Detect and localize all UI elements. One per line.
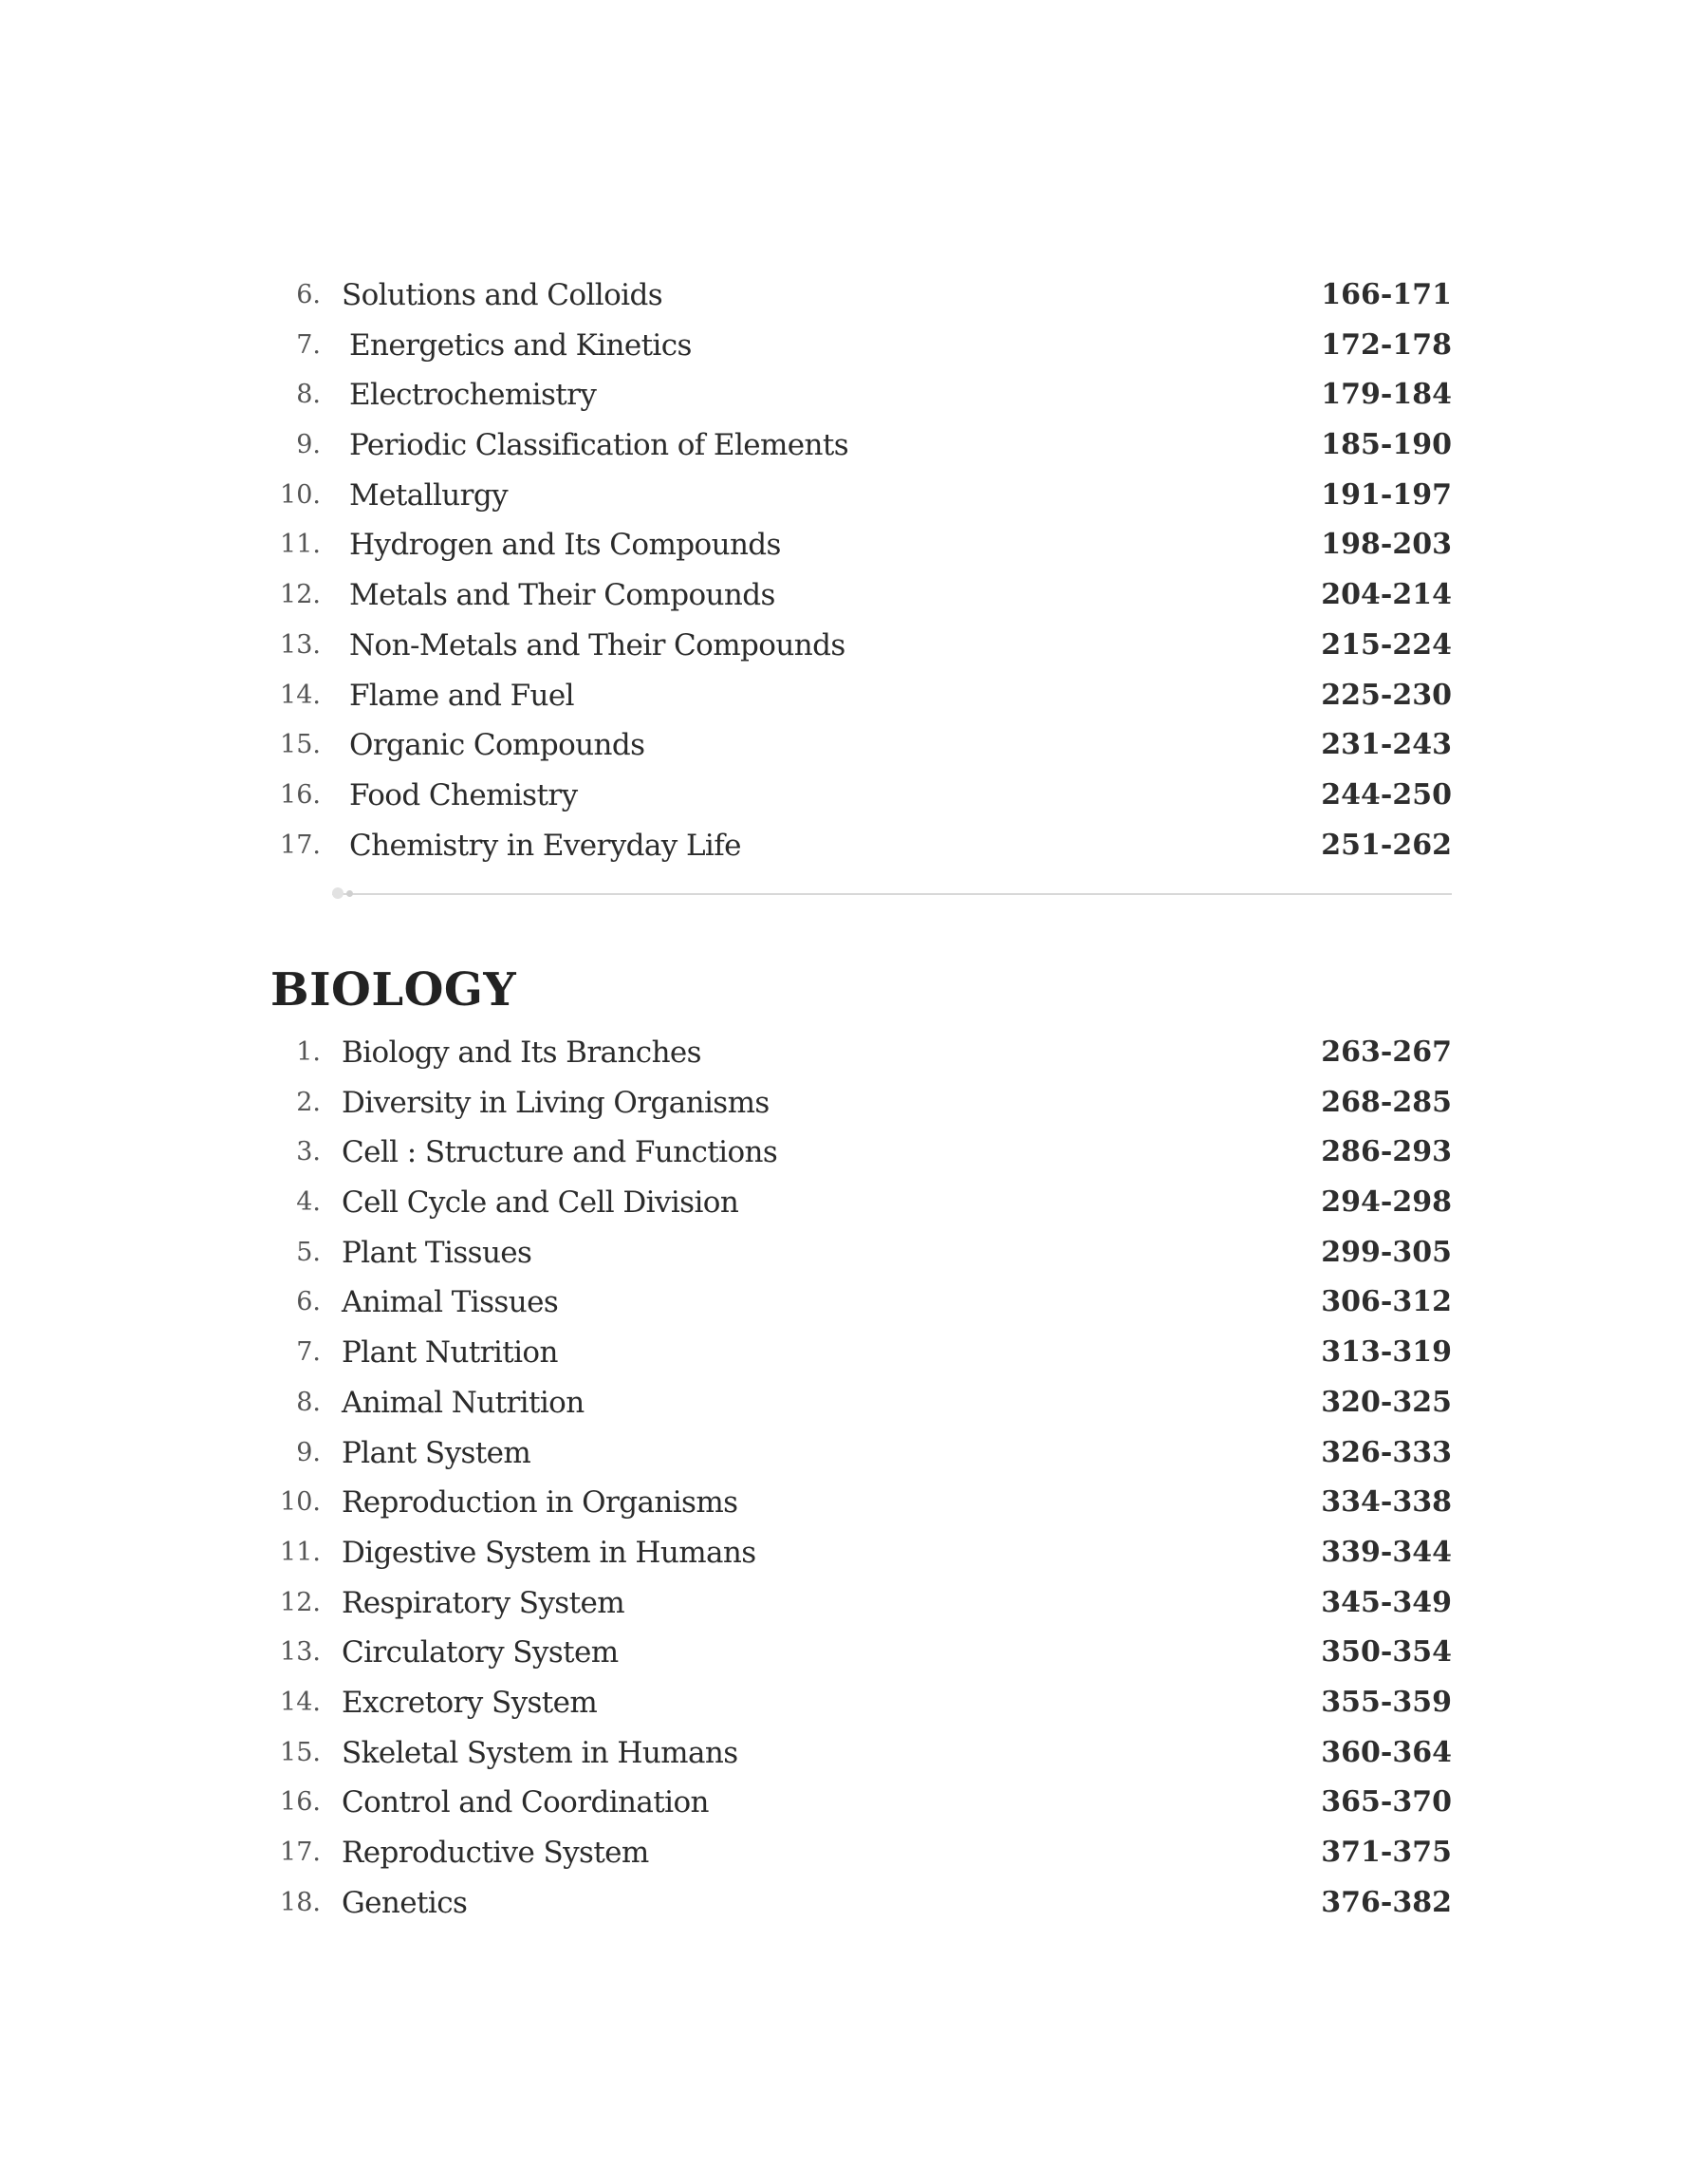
page-range: 225-230 [1321, 678, 1452, 712]
page-range: 185-190 [1321, 428, 1452, 462]
chapter-number: 13. [280, 629, 321, 660]
chapter-title: Reproduction in Organisms [342, 1485, 738, 1521]
toc-entry[interactable] [275, 671, 1452, 721]
chapter-number: 10. [280, 479, 321, 510]
chapter-title: Solutions and Colloids [342, 278, 663, 312]
toc-entry[interactable] [275, 1578, 1452, 1629]
chapter-title: Metals and Their Compounds [349, 578, 775, 613]
divider-dot-icon [346, 890, 353, 897]
toc-entry[interactable] [275, 1828, 1452, 1878]
toc-entry[interactable] [275, 1478, 1452, 1528]
chapter-title: Organic Compounds [349, 728, 645, 763]
chapter-number: 9. [296, 430, 321, 460]
chapter-number: 11. [280, 530, 321, 560]
biology-toc-list [275, 1028, 1452, 1928]
chapter-title: Skeletal System in Humans [342, 1735, 738, 1770]
toc-entry[interactable] [275, 621, 1452, 671]
page-range: 268-285 [1321, 1085, 1452, 1119]
page-range: 320-325 [1321, 1385, 1452, 1419]
chapter-number: 2. [296, 1087, 321, 1117]
page-range: 286-293 [1321, 1135, 1452, 1169]
page-range: 251-262 [1321, 828, 1452, 862]
section-heading-biology: BIOLOGY [270, 963, 517, 1017]
page-range: 355-359 [1321, 1685, 1452, 1719]
chapter-number: 5. [296, 1237, 321, 1267]
chapter-number: 15. [280, 1737, 321, 1767]
chapter-title: Circulatory System [342, 1635, 619, 1670]
toc-entry[interactable] [275, 1878, 1452, 1929]
chapter-title: Biology and Its Branches [342, 1036, 701, 1070]
page-range: 172-178 [1321, 327, 1452, 362]
toc-entry[interactable] [275, 370, 1452, 420]
chapter-title: Chemistry in Everyday Life [349, 828, 741, 863]
toc-entry[interactable] [275, 520, 1452, 570]
toc-entry[interactable] [275, 720, 1452, 771]
toc-entry[interactable] [275, 1128, 1452, 1178]
chapter-number: 9. [296, 1437, 321, 1467]
chapter-number: 14. [280, 1687, 321, 1717]
toc-entry[interactable] [275, 1178, 1452, 1228]
toc-entry[interactable] [275, 1728, 1452, 1779]
page-range: 215-224 [1321, 627, 1452, 662]
page-range: 231-243 [1321, 728, 1452, 762]
divider-dot-icon [332, 887, 343, 899]
chapter-title: Hydrogen and Its Compounds [349, 528, 781, 563]
section-divider [332, 893, 1452, 895]
chapter-title: Respiratory System [342, 1585, 625, 1620]
chapter-title: Excretory System [342, 1685, 598, 1720]
chapter-number: 7. [296, 329, 321, 360]
chapter-number: 18. [280, 1887, 321, 1917]
chapter-title: Digestive System in Humans [342, 1535, 756, 1570]
chapter-title: Periodic Classification of Elements [349, 428, 849, 463]
chapter-title: Plant Tissues [342, 1235, 532, 1270]
chapter-number: 17. [280, 1838, 321, 1867]
page-range: 191-197 [1321, 477, 1452, 512]
chapter-title: Animal Nutrition [342, 1385, 585, 1420]
chapter-number: 3. [296, 1137, 321, 1167]
page-range: 299-305 [1321, 1235, 1452, 1269]
chapter-title: Electrochemistry [349, 378, 597, 413]
toc-entry[interactable] [275, 1628, 1452, 1678]
page-range: 294-298 [1321, 1185, 1452, 1220]
toc-entry[interactable] [275, 471, 1452, 521]
chapter-title: Reproductive System [342, 1836, 649, 1870]
chapter-number: 8. [296, 380, 321, 410]
page-range: 345-349 [1321, 1585, 1452, 1619]
chapter-title: Control and Coordination [342, 1785, 709, 1820]
page-range: 263-267 [1321, 1036, 1452, 1069]
chapter-number: 11. [280, 1537, 321, 1567]
page-range: 313-319 [1321, 1335, 1452, 1370]
toc-entry[interactable] [275, 1528, 1452, 1578]
chapter-number: 15. [280, 730, 321, 760]
toc-entry[interactable] [275, 1378, 1452, 1428]
page-range: 365-370 [1321, 1785, 1452, 1819]
chapter-number: 6. [296, 1287, 321, 1317]
chapter-number: 13. [280, 1637, 321, 1668]
chapter-number: 12. [280, 580, 321, 610]
page-range: 204-214 [1321, 578, 1452, 612]
toc-entry[interactable] [275, 821, 1452, 871]
toc-entry[interactable] [275, 1228, 1452, 1278]
toc-entry[interactable] [275, 1278, 1452, 1328]
page-range: 179-184 [1321, 378, 1452, 412]
toc-entry[interactable] [275, 271, 1452, 321]
toc-entry[interactable] [275, 1778, 1452, 1828]
chapter-number: 1. [296, 1037, 321, 1067]
chapter-title: Non-Metals and Their Compounds [349, 627, 845, 662]
chapter-number: 14. [280, 680, 321, 710]
chapter-number: 16. [280, 1787, 321, 1818]
chapter-number: 7. [296, 1337, 321, 1368]
chapter-title: Animal Tissues [342, 1285, 559, 1320]
toc-entry[interactable] [275, 420, 1452, 471]
page-range: 198-203 [1321, 528, 1452, 562]
toc-entry[interactable] [275, 570, 1452, 621]
chapter-title: Diversity in Living Organisms [342, 1085, 770, 1120]
page-range: 166-171 [1321, 278, 1452, 311]
chapter-number: 17. [280, 830, 321, 860]
page-range: 350-354 [1321, 1635, 1452, 1670]
chapter-number: 6. [296, 280, 321, 309]
toc-entry[interactable] [275, 321, 1452, 371]
toc-entry[interactable] [275, 771, 1452, 821]
page-range: 306-312 [1321, 1285, 1452, 1319]
page-range: 376-382 [1321, 1885, 1452, 1919]
chapter-title: Plant System [342, 1435, 531, 1470]
toc-entry[interactable] [275, 1078, 1452, 1129]
chapter-title: Flame and Fuel [349, 678, 574, 713]
chapter-title: Energetics and Kinetics [349, 327, 692, 363]
chapter-number: 4. [296, 1187, 321, 1218]
chemistry-toc-list [275, 271, 1452, 870]
chapter-title: Plant Nutrition [342, 1335, 558, 1371]
chapter-title: Cell : Structure and Functions [342, 1135, 778, 1170]
chapter-number: 16. [280, 779, 321, 810]
page-range: 360-364 [1321, 1735, 1452, 1769]
toc-entry[interactable] [275, 1428, 1452, 1479]
chapter-number: 12. [280, 1587, 321, 1617]
chapter-title: Food Chemistry [349, 777, 578, 812]
page-range: 326-333 [1321, 1435, 1452, 1469]
toc-entry[interactable] [275, 1328, 1452, 1378]
toc-entry[interactable] [275, 1028, 1452, 1078]
page-range: 244-250 [1321, 777, 1452, 812]
toc-entry[interactable] [275, 1678, 1452, 1728]
chapter-number: 10. [280, 1487, 321, 1518]
page-range: 371-375 [1321, 1836, 1452, 1869]
chapter-title: Metallurgy [349, 477, 508, 513]
chapter-title: Genetics [342, 1885, 468, 1920]
page-range: 339-344 [1321, 1535, 1452, 1569]
chapter-number: 8. [296, 1387, 321, 1417]
page-range: 334-338 [1321, 1485, 1452, 1520]
chapter-title: Cell Cycle and Cell Division [342, 1185, 739, 1221]
